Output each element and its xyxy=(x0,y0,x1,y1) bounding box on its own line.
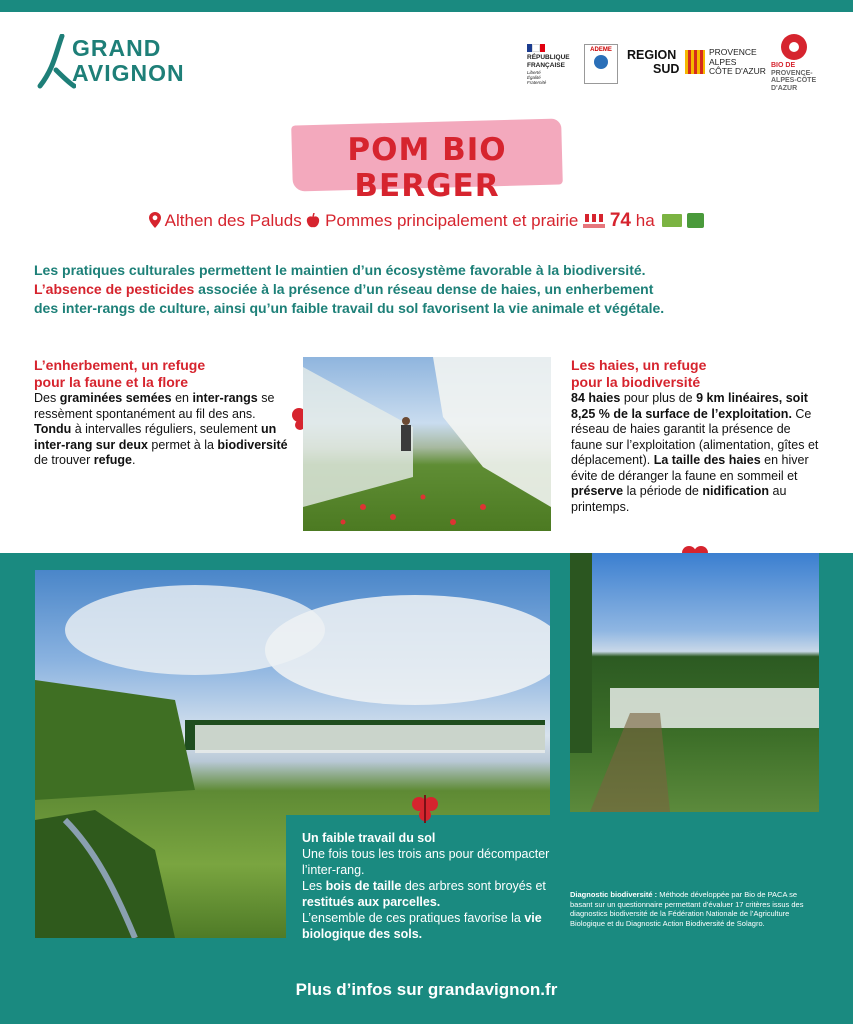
bio-flower-icon xyxy=(781,34,807,60)
intro-paragraph xyxy=(34,261,824,318)
bio-line2: PROVENCE- xyxy=(771,69,813,77)
flag-icon xyxy=(527,44,545,52)
location-pin-icon xyxy=(149,212,161,228)
farm-production: Pommes principalement et prairie xyxy=(325,211,579,230)
intro-line2: associée à la présence d’un réseau dense de haies, un enherbement xyxy=(194,281,654,297)
diagnostic-text: Méthode développée par Bio de PACA se basant sur un questionnaire permettant d’évaluer 17 critères issus des diagnostics biodiversité de la Fédération Nationale de l’Agriculture Biologique et du Diagnostic Action Biodiversité de Solagro. xyxy=(570,890,804,928)
section1-text: Des graminées semées en inter-rangs se ressèment spontanément au fil des ans. Tondu à intervalles réguliers, seulement un inter-rang sur deux permet à la biodiversité de trouver refuge. xyxy=(34,391,288,467)
surface-value: 74 xyxy=(609,210,631,231)
region-line2: SUD xyxy=(653,62,680,76)
photo-enherbement xyxy=(303,357,551,531)
top-band xyxy=(0,0,853,12)
ademe-logo xyxy=(584,44,618,84)
intro-line1: Les pratiques culturales permettent le maintien d’un écosystème favorable à la biodiversité. xyxy=(34,262,646,278)
section3-line2: Les bois de taille des arbres sont broyés et restitués aux parcelles. xyxy=(302,879,546,909)
bio-paca-logo xyxy=(771,34,831,92)
surface-unit: ha xyxy=(635,211,655,230)
logo-line1: GRAND xyxy=(72,35,162,61)
logo-line2: AVIGNON xyxy=(72,60,185,86)
worm-icon xyxy=(410,793,440,825)
motto-1: Liberté xyxy=(527,70,541,75)
region-sud-logo xyxy=(627,48,767,78)
section1-title2: pour la faune et la flore xyxy=(34,374,189,390)
eu-organic-leaf-icon xyxy=(662,214,682,227)
grand-avignon-logo-icon xyxy=(36,34,76,90)
republique-line2: FRANÇAISE xyxy=(527,62,565,69)
republique-logo xyxy=(527,44,575,85)
intro-highlight: L’absence de pesticides xyxy=(34,281,195,297)
grand-avignon-logo xyxy=(72,36,232,86)
section3-line3: L’ensemble de ces pratiques favorise la vie biologique des sols. xyxy=(302,911,542,941)
section2-text: 84 haies pour plus de 9 km linéaires, soit 8,25 % de la surface de l’exploitation. Ce réseau de haies garantit la présence de faune sur l’exploitation (alimentation, gîtes et déplacement). La taille des haies en hiver évite de déranger la faune en sommeil et préserve la période de nidification au printemps. xyxy=(571,391,819,514)
ademe-label: ADEME xyxy=(590,47,612,53)
section-haies xyxy=(571,357,823,515)
diagnostic-note xyxy=(570,890,820,928)
farm-info xyxy=(0,210,853,232)
section-enherbement xyxy=(34,357,290,469)
region-sub3: CÔTE D'AZUR xyxy=(709,66,766,76)
section3-line1: Une fois tous les trois ans pour décompacter l’inter-rang. xyxy=(302,847,550,877)
footer-link[interactable]: Plus d’infos sur grandavignon.fr xyxy=(295,980,558,999)
photo-haies xyxy=(570,553,819,812)
apple-icon xyxy=(306,213,320,228)
region-sub1: PROVENCE xyxy=(709,47,757,57)
motto-3: Fraternité xyxy=(527,80,547,85)
farm-location: Althen des Paluds xyxy=(164,211,302,230)
section2-title1: Les haies, un refuge xyxy=(571,357,707,373)
section3-title: Un faible travail du sol xyxy=(302,831,436,845)
field-icon xyxy=(583,212,605,228)
section1-title1: L’enherbement, un refuge xyxy=(34,357,206,373)
region-sub2: ALPES xyxy=(709,56,737,67)
section2-title2: pour la biodiversité xyxy=(571,374,701,390)
bio-line3: ALPES-CÔTE xyxy=(771,77,817,84)
bio-line1: BIO DE xyxy=(771,62,796,69)
region-emblem-icon xyxy=(685,50,705,74)
region-line1: REGION xyxy=(627,48,677,62)
intro-line3: des inter-rangs de culture, ainsi qu’un faible travail du sol favorisent la vie animale et végétale. xyxy=(34,300,665,316)
ab-organic-icon xyxy=(687,213,704,228)
globe-icon xyxy=(594,55,608,69)
page-title: POM BIO BERGER xyxy=(347,132,507,204)
bio-line4: D'AZUR xyxy=(771,84,798,92)
section-sol xyxy=(302,830,552,942)
motto-2: Égalité xyxy=(527,75,541,80)
diagnostic-label: Diagnostic biodiversité : xyxy=(570,890,658,899)
republique-line1: RÉPUBLIQUE xyxy=(527,54,570,61)
